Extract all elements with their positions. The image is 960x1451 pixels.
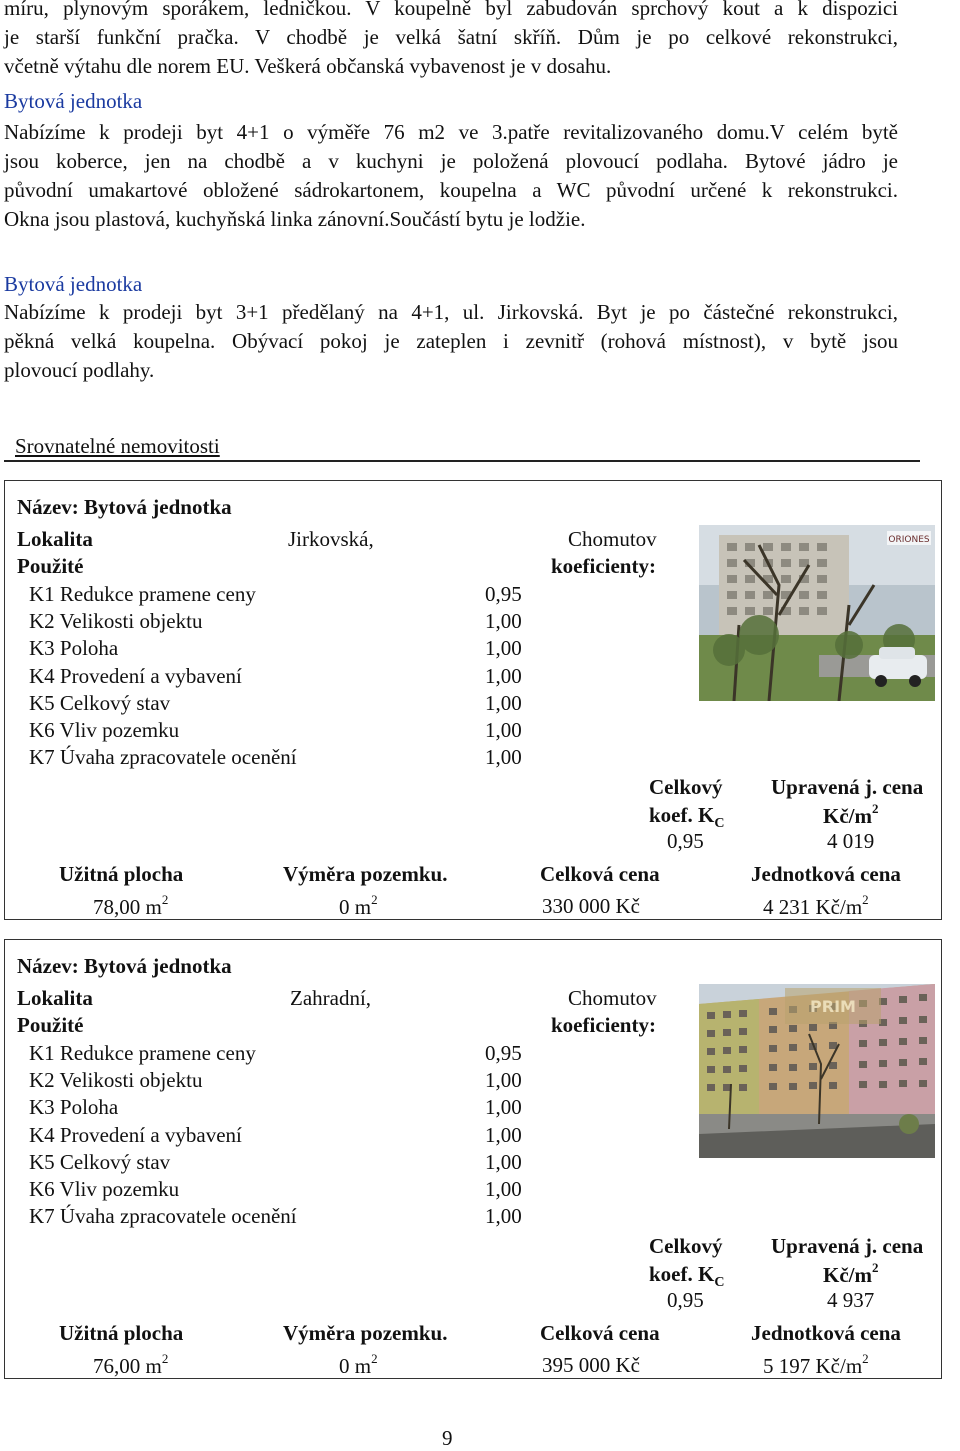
adjusted-price-unit: $Kč/m^2$ <box>823 801 879 828</box>
coef-label: K4 Provedení a vybavení <box>29 664 242 688</box>
intro-line: včetně výtahu dle norem EU. Veškerá občanská vybavenost je v dosahu. <box>4 54 612 78</box>
area-label: Užitná plocha <box>59 1321 184 1345</box>
coef-label: K6 Vliv pozemku <box>29 718 180 742</box>
locality-label: Lokalita <box>17 986 93 1010</box>
coef-label: K2 Velikosti objektu <box>29 609 203 633</box>
unit-price-label: Jednotková cena <box>751 1321 901 1345</box>
coef-value: 1,00 <box>485 1068 522 1092</box>
coef-value: 1,00 <box>485 636 522 660</box>
coefficients-label: koeficienty: <box>551 1013 656 1037</box>
total-coef-label-k: koef. $K_C$ <box>649 1262 725 1291</box>
coef-value: 0,95 <box>485 582 522 606</box>
coef-label: K1 Redukce pramene ceny <box>29 1041 256 1065</box>
listing-description <box>4 298 898 385</box>
listing-line: Okna jsou plastová, kuchyňská linka zánovní.Součástí bytu je lodžie. <box>4 207 586 231</box>
listing-line: Nabízíme k prodeji byt 3+1 předělaný na 4+1, ul. Jirkovská. Byt je po částečné rekonstrukci, <box>4 300 898 324</box>
intro-line: míru, plynovým sporákem, ledničkou. V koupelně byl zabudován sprchový kout a k dispozici <box>4 0 898 20</box>
intro-paragraph <box>4 0 898 81</box>
locality-city: Chomutov <box>568 986 657 1010</box>
listing-line: původní umakartové obložené sádrokartonem, koupelna a WC původní určené k rekonstrukci. <box>4 178 898 202</box>
coef-value: 1,00 <box>485 745 522 769</box>
card-name: Název: Bytová jednotka <box>17 495 232 519</box>
property-photo <box>699 984 935 1158</box>
comparable-card <box>4 939 942 1379</box>
coef-label: K3 Poloha <box>29 636 119 660</box>
coef-value: 0,95 <box>485 1041 522 1065</box>
area-label: Užitná plocha <box>59 862 184 886</box>
adjusted-price-label: Upravená j. cena <box>771 775 924 799</box>
unit-price-value: 5 197 $Kč/m^2$ <box>763 1351 869 1378</box>
listing-line: plovoucí podlahy. <box>4 358 155 382</box>
used-label: Použité <box>17 1013 84 1037</box>
photo-watermark: PRIM <box>810 997 856 1016</box>
section-divider <box>4 460 920 462</box>
locality-street: Jirkovská, <box>288 527 374 551</box>
adjusted-price-unit: $Kč/m^2$ <box>823 1260 879 1287</box>
locality-city: Chomutov <box>568 527 657 551</box>
coef-value: 1,00 <box>485 1150 522 1174</box>
property-photo <box>699 525 935 701</box>
coef-value: 1,00 <box>485 718 522 742</box>
area-value: 78,00 $m^2$ <box>93 892 169 919</box>
coef-label: K7 Úvaha zpracovatele ocenění <box>29 745 297 769</box>
adjusted-price-label: Upravená j. cena <box>771 1234 924 1258</box>
total-price-label: Celková cena <box>540 862 660 886</box>
page-number: 9 <box>442 1426 453 1450</box>
total-coef-label: Celkový <box>649 1234 723 1258</box>
listing-line: jsou koberce, jen na chodbě a v kuchyni je položená plovoucí podlaha. Bytové jádro je <box>4 149 898 173</box>
area-value: 76,00 $m^2$ <box>93 1351 169 1378</box>
coef-label: K3 Poloha <box>29 1095 119 1119</box>
coef-value: 1,00 <box>485 1204 522 1228</box>
total-coef-value: 0,95 <box>667 829 704 853</box>
section-title: Srovnatelné nemovitosti <box>15 434 220 458</box>
locality-label: Lokalita <box>17 527 93 551</box>
coef-label: K7 Úvaha zpracovatele ocenění <box>29 1204 297 1228</box>
total-coef-label-k: koef. $K_C$ <box>649 803 725 832</box>
land-value: 0 $m^2$ <box>339 1351 378 1378</box>
coef-value: 1,00 <box>485 1095 522 1119</box>
total-price-label: Celková cena <box>540 1321 660 1345</box>
coefficients-label: koeficienty: <box>551 554 656 578</box>
total-price-value: 330 000 Kč <box>542 894 640 918</box>
coef-label: K6 Vliv pozemku <box>29 1177 180 1201</box>
unit-price-label: Jednotková cena <box>751 862 901 886</box>
listing-line: Nabízíme k prodeji byt 4+1 o výměře 76 m2 ve 3.patře revitalizovaného domu.V celém bytě <box>4 120 898 144</box>
listing-description <box>4 118 898 234</box>
total-coef-label: Celkový <box>649 775 723 799</box>
coef-value: 1,00 <box>485 609 522 633</box>
photo-watermark: ORIONES <box>888 535 930 545</box>
card-name: Název: Bytová jednotka <box>17 954 232 978</box>
coef-label: K2 Velikosti objektu <box>29 1068 203 1092</box>
total-coef-value: 0,95 <box>667 1288 704 1312</box>
coef-value: 1,00 <box>485 1123 522 1147</box>
listing-heading: Bytová jednotka <box>4 89 143 113</box>
adjusted-price-value: 4 937 <box>827 1288 875 1312</box>
used-label: Použité <box>17 554 84 578</box>
coef-value: 1,00 <box>485 691 522 715</box>
comparable-card <box>4 480 942 920</box>
land-value: 0 $m^2$ <box>339 892 378 919</box>
coef-label: K1 Redukce pramene ceny <box>29 582 256 606</box>
land-label: Výměra pozemku. <box>283 862 448 886</box>
coef-value: 1,00 <box>485 664 522 688</box>
listing-line: pěkná velká koupelna. Obývací pokoj je zateplen i zevnitř (rohová místnost), v bytě jsou <box>4 329 898 353</box>
listing-heading: Bytová jednotka <box>4 272 143 296</box>
locality-street: Zahradní, <box>290 986 372 1010</box>
coef-label: K5 Celkový stav <box>29 1150 171 1174</box>
land-label: Výměra pozemku. <box>283 1321 448 1345</box>
coef-label: K5 Celkový stav <box>29 691 171 715</box>
coef-label: K4 Provedení a vybavení <box>29 1123 242 1147</box>
intro-line: je starší funkční pračka. V chodbě je velká šatní skříň. Dům je po celkové rekonstrukci, <box>4 25 898 49</box>
adjusted-price-value: 4 019 <box>827 829 875 853</box>
coef-value: 1,00 <box>485 1177 522 1201</box>
total-price-value: 395 000 Kč <box>542 1353 640 1377</box>
unit-price-value: 4 231 $Kč/m^2$ <box>763 892 869 919</box>
